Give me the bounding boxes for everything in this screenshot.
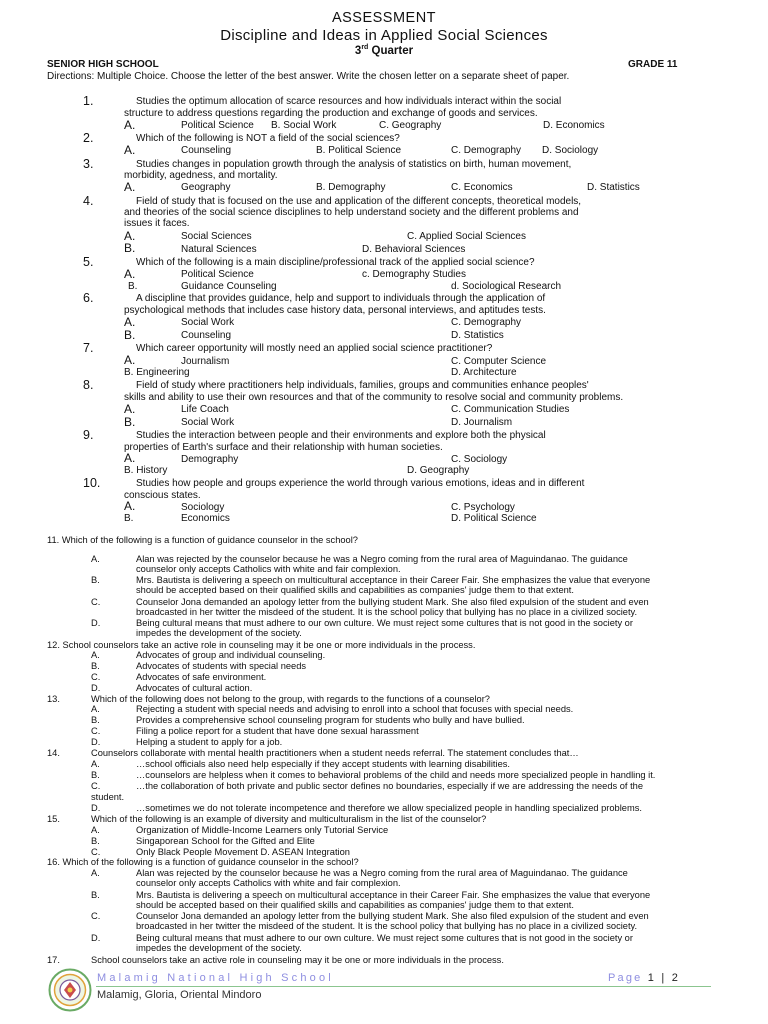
option-b: Economics — [181, 513, 230, 524]
option-a: …school officials also need help especially if they accept students with learning disabilities. — [136, 759, 510, 769]
option-d: D. Geography — [407, 465, 470, 476]
grade-level: GRADE 11 — [628, 59, 678, 70]
option-c: Advocates of safe environment. — [136, 672, 267, 682]
option-a: Rejecting a student with special needs and advising to enroll into a school that focuses with special needs. — [136, 704, 574, 714]
quarter-label: 3rd Quarter — [354, 44, 414, 57]
option-c: C. Geography — [379, 120, 442, 131]
question-number: 2. — [83, 131, 94, 145]
option-b: …counselors are helpless when it comes to behavioral problems of the child and needs more specialized people in handling it. — [136, 770, 656, 780]
option-letter: A. — [124, 229, 136, 243]
option-d: D. Sociology — [542, 145, 599, 156]
option-letter: A. — [124, 315, 136, 329]
question-text: Studies the optimum allocation of scarce resources and how individuals interact within the social — [136, 96, 562, 107]
question-text: conscious states. — [124, 490, 201, 501]
option-c: Counselor Jona demanded an apology letter from the bullying student Mark. She also filed expulsion of the student and even — [136, 597, 649, 607]
question-text: A discipline that provides guidance, help and support to individuals through the application of — [136, 293, 546, 304]
page-indicator: Page 1 | 2 — [608, 972, 681, 984]
option-b: B. Political Science — [316, 145, 402, 156]
option-d: d. Sociological Research — [451, 281, 562, 292]
option-b: Mrs. Bautista is delivering a speech on multicultural acceptance in their Career Fair. She emphasizes the value that everyone — [136, 575, 651, 585]
option-c: C. Applied Social Sciences — [407, 231, 526, 242]
option-letter: A. — [124, 353, 136, 367]
option-letter: D. — [91, 803, 101, 813]
question-text: Which of the following does not belong to the group, with regards to the functions of a counselor? — [91, 694, 490, 704]
footer-divider — [96, 986, 711, 987]
option-a: Counseling — [181, 145, 232, 156]
option-a: Demography — [181, 454, 239, 465]
option-c: C. Demography — [451, 317, 522, 328]
option-letter: A. — [124, 180, 136, 194]
option-b: Social Work — [181, 417, 235, 428]
question-number: 5. — [83, 255, 94, 269]
option-a: Geography — [181, 182, 231, 193]
question-text: Field of study that is focused on the use and application of the different concepts, theoretical models, — [136, 196, 582, 207]
option-a: Social Sciences — [181, 231, 252, 242]
option-b: Advocates of students with special needs — [136, 661, 307, 671]
option-c-cont: broadcasted in her twitter the misdeed of the student. It is the school policy that bullying has no place in a civilized society. — [136, 607, 638, 617]
option-d: Advocates of cultural action. — [136, 683, 253, 693]
directions: Directions: Multiple Choice. Choose the letter of the best answer. Write the chosen letter on a separate sheet of paper. — [47, 71, 570, 82]
option-a: Political Science — [181, 120, 254, 131]
option-letter: B. — [128, 281, 138, 292]
subject-title: Discipline and Ideas in Applied Social Sciences — [220, 27, 548, 44]
question-text: Field of study where practitioners help individuals, families, groups and communities enhance peoples' — [136, 380, 589, 391]
option-d: Helping a student to apply for a job. — [136, 737, 283, 747]
option-letter: C. — [91, 597, 101, 607]
option-letter: D. — [91, 737, 101, 747]
question-text: structure to address questions regarding the production and exchange of goods and services. — [124, 108, 538, 119]
option-letter: C. — [91, 726, 101, 736]
option-letter: B. — [91, 836, 100, 846]
option-d: D. Political Science — [451, 513, 537, 524]
option-c: C. Psychology — [451, 502, 515, 513]
option-c: C. Communication Studies — [451, 404, 570, 415]
question-number: 4. — [83, 194, 94, 208]
option-c-cont: student. — [91, 792, 125, 802]
option-c: C. Demography — [451, 145, 522, 156]
option-c: c. Demography Studies — [362, 269, 466, 280]
question-text: Which of the following is an example of diversity and multiculturalism in the list of the counselor? — [91, 814, 487, 824]
option-d: Being cultural means that must adhere to our own culture. We must reject some cultures that is not good in the society or — [136, 618, 633, 628]
option-a: Journalism — [181, 356, 230, 367]
option-c: C. Sociology — [451, 454, 508, 465]
question-text: 16. Which of the following is a function of guidance counselor in the school? — [47, 857, 359, 867]
option-d: D. Journalism — [451, 417, 513, 428]
question-number: 8. — [83, 378, 94, 392]
option-a-cont: counselor only accepts Catholics with white and fair complexion. — [136, 564, 401, 574]
option-letter: C. — [91, 781, 101, 791]
option-letter: B. — [124, 415, 136, 429]
option-d-cont: impedes the development of the society. — [136, 628, 302, 638]
question-text: and theories of the social science disciplines to help understand society and the different problems and — [124, 207, 579, 218]
option-b-cont: should be accepted based on their qualified skills and capabilities as companies' judge them to that extent. — [136, 900, 574, 910]
assessment-title: ASSESSMENT — [331, 10, 437, 26]
option-b: Guidance Counseling — [181, 281, 277, 292]
option-b: Natural Sciences — [181, 244, 257, 255]
option-b: B. Social Work — [271, 120, 337, 131]
option-a: Political Science — [181, 269, 254, 280]
option-letter: D. — [91, 933, 101, 943]
option-a: Sociology — [181, 502, 225, 513]
option-b-cont: should be accepted based on their qualified skills and capabilities as companies' judge them to that extent. — [136, 585, 574, 595]
option-a-cont: counselor only accepts Catholics with white and fair complexion. — [136, 878, 401, 888]
option-b: B. Engineering — [124, 367, 190, 378]
footer-address: Malamig, Gloria, Oriental Mindoro — [97, 989, 262, 1001]
question-number: 1. — [83, 94, 94, 108]
question-number: 7. — [83, 341, 94, 355]
footer-school-name: Malamig National High School — [97, 972, 334, 984]
school-level: SENIOR HIGH SCHOOL — [47, 59, 159, 70]
option-letter: C. — [91, 911, 101, 921]
option-letter: B. — [124, 513, 134, 524]
question-number: 15. — [47, 814, 60, 824]
option-letter: A. — [124, 267, 136, 281]
option-d: D. Statistics — [587, 182, 640, 193]
option-b: Singaporean School for the Gifted and Elite — [136, 836, 315, 846]
option-letter: B. — [124, 241, 136, 255]
question-text: Studies changes in population growth through the analysis of statistics on birth, human movement, — [136, 159, 572, 170]
option-c: C. Economics — [451, 182, 513, 193]
option-letter: A. — [91, 759, 100, 769]
question-number: 10. — [83, 476, 101, 490]
option-a: Alan was rejected by the counselor because he was a Negro coming from the rural area of Maguindanao. The guidance — [136, 554, 628, 564]
option-letter: C. — [91, 847, 101, 857]
question-text: Which of the following is NOT a field of the social sciences? — [136, 133, 400, 144]
question-text: Counselors collaborate with mental health practitioners when a student needs referral. The statement concludes that… — [91, 748, 579, 758]
option-b: B. Demography — [316, 182, 386, 193]
option-letter: A. — [91, 554, 100, 564]
question-number: 13. — [47, 694, 60, 704]
option-a: Organization of Middle-Income Learners only Tutorial Service — [136, 825, 389, 835]
question-text: Studies the interaction between people and their environments and explore both the physical — [136, 430, 546, 441]
option-letter: D. — [91, 618, 101, 628]
option-letter: C. — [91, 672, 101, 682]
school-seal-icon — [48, 968, 92, 1012]
option-letter: A. — [124, 499, 136, 513]
option-a: Social Work — [181, 317, 235, 328]
question-number: 14. — [47, 748, 60, 758]
option-letter: A. — [91, 868, 100, 878]
option-b: B. History — [124, 465, 168, 476]
question-text: issues it faces. — [124, 218, 190, 229]
option-a: Advocates of group and individual counseling. — [136, 650, 326, 660]
question-text: Which career opportunity will mostly need an applied social science practitioner? — [136, 343, 493, 354]
option-letter: A. — [124, 451, 136, 465]
option-d: D. Economics — [543, 120, 605, 131]
option-letter: B. — [91, 575, 100, 585]
option-letter: B. — [124, 328, 136, 342]
option-c: Counselor Jona demanded an apology letter from the bullying student Mark. She also filed expulsion of the student and even — [136, 911, 649, 921]
option-d: …sometimes we do not tolerate incompetence and therefore we allow specialized people in handling specialized problems. — [136, 803, 642, 813]
option-letter: A. — [91, 650, 100, 660]
question-number: 6. — [83, 291, 94, 305]
option-letter: B. — [91, 715, 100, 725]
question-number: 3. — [83, 157, 94, 171]
question-text: morbidity, agedness, and mortality. — [124, 170, 278, 181]
question-text: Which of the following is a main discipline/professional track of the applied social science? — [136, 257, 535, 268]
option-d: D. Architecture — [451, 367, 517, 378]
option-c-cont: broadcasted in her twitter the misdeed of the student. It is the school policy that bullying has no place in a civilized society. — [136, 921, 638, 931]
question-text: Studies how people and groups experience the world through various emotions, ideas and in different — [136, 478, 585, 489]
option-d: D. Behavioral Sciences — [362, 244, 466, 255]
option-letter: B. — [91, 890, 100, 900]
question-text: properties of Earth's surface and their relationship with human societies. — [124, 442, 443, 453]
option-letter: A. — [124, 118, 136, 132]
option-b: Mrs. Bautista is delivering a speech on multicultural acceptance in their Career Fair. She emphasizes the value that everyone — [136, 890, 651, 900]
question-text: 12. School counselors take an active role in counseling may it be one or more individuals in the process. — [47, 640, 476, 650]
question-number: 17. — [47, 955, 60, 965]
option-letter: D. — [91, 683, 101, 693]
option-c: Only Black People Movement D. ASEAN Integration — [136, 847, 350, 857]
option-letter: B. — [91, 770, 100, 780]
option-d: D. Statistics — [451, 330, 504, 341]
option-d-cont: impedes the development of the society. — [136, 943, 302, 953]
option-letter: A. — [91, 825, 100, 835]
option-c: …the collaboration of both private and public sector defines no boundaries, especially if we are addressing the needs of the — [136, 781, 643, 791]
option-d: Being cultural means that must adhere to our own culture. We must reject some cultures that is not good in the society or — [136, 933, 633, 943]
question-text: 11. Which of the following is a function of guidance counselor in the school? — [47, 535, 358, 545]
question-number: 9. — [83, 428, 94, 442]
option-letter: A. — [124, 143, 136, 157]
option-c: Filing a police report for a student that have done sexual harassment — [136, 726, 419, 736]
option-c: C. Computer Science — [451, 356, 547, 367]
option-a: Life Coach — [181, 404, 229, 415]
option-letter: A. — [124, 402, 136, 416]
question-text: psychological methods that includes case history data, personal interviews, and aptitudes tests. — [124, 305, 546, 316]
question-text: skills and ability to use their own resources and that of the community to resolve social and community problems. — [124, 392, 624, 403]
option-b: Provides a comprehensive school counseling program for students who bully and have bullied. — [136, 715, 525, 725]
option-letter: B. — [91, 661, 100, 671]
option-a: Alan was rejected by the counselor because he was a Negro coming from the rural area of Maguindanao. The guidance — [136, 868, 628, 878]
question-text: School counselors take an active role in counseling may it be one or more individuals in the process. — [91, 955, 504, 965]
option-letter: A. — [91, 704, 100, 714]
option-b: Counseling — [181, 330, 232, 341]
